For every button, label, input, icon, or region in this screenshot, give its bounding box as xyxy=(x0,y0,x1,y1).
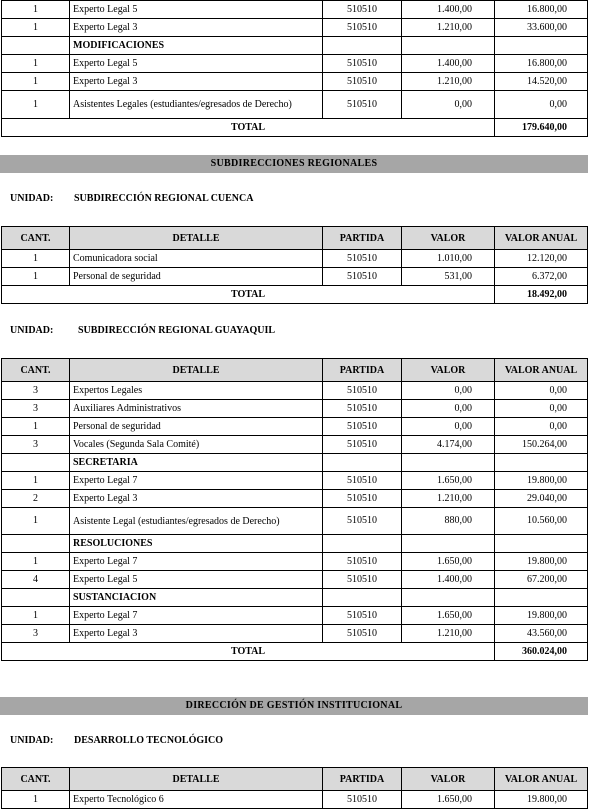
cell-partida: 510510 xyxy=(323,418,402,436)
header-cant: CANT. xyxy=(2,227,70,250)
cell-cant: 1 xyxy=(2,472,70,490)
cell-anual: 12.120,00 xyxy=(495,250,588,268)
section-row xyxy=(2,454,588,472)
table-row xyxy=(2,1,588,19)
cell-detalle: Comunicadora social xyxy=(70,250,323,268)
cell-detalle: Experto Legal 5 xyxy=(70,55,323,73)
cell-cant: 1 xyxy=(2,55,70,73)
cell-cant: 3 xyxy=(2,382,70,400)
total-row xyxy=(2,643,588,661)
cell-anual: 6.372,00 xyxy=(495,268,588,286)
cell-detalle: Experto Legal 3 xyxy=(70,625,323,643)
header-detalle: DETALLE xyxy=(70,768,323,791)
unit-label: UNIDAD: xyxy=(10,735,54,746)
cell-detalle: Asistentes Legales (estudiantes/egresados de Derecho) xyxy=(70,91,323,119)
total-row xyxy=(2,286,588,304)
cell-valor: 1.210,00 xyxy=(402,490,495,508)
header-partida: PARTIDA xyxy=(323,359,402,382)
table-header-row xyxy=(2,768,588,791)
budget-table-guayaquil xyxy=(1,358,588,661)
total-value: 18.492,00 xyxy=(495,286,588,304)
header-valor: VALOR xyxy=(402,227,495,250)
header-partida: PARTIDA xyxy=(323,227,402,250)
header-valor-anual: VALOR ANUAL xyxy=(495,359,588,382)
table-row xyxy=(2,508,588,535)
cell-detalle: Asistente Legal (estudiantes/egresados de Derecho) xyxy=(70,508,323,535)
cell-partida: 510510 xyxy=(323,73,402,91)
table-row xyxy=(2,268,588,286)
total-label: TOTAL xyxy=(2,643,495,661)
cell-anual: 19.800,00 xyxy=(495,791,588,809)
cell-partida: 510510 xyxy=(323,400,402,418)
cell-partida: 510510 xyxy=(323,268,402,286)
cell-cant: 1 xyxy=(2,791,70,809)
cell-valor: 880,00 xyxy=(402,508,495,535)
cell-anual: 33.600,00 xyxy=(495,19,588,37)
unit-label: UNIDAD: xyxy=(10,325,54,336)
cell-anual: 19.800,00 xyxy=(495,607,588,625)
cell-valor: 1.650,00 xyxy=(402,607,495,625)
section-band-gestion-institucional: DIRECCIÓN DE GESTIÓN INSTITUCIONAL xyxy=(0,697,588,715)
unit-label: UNIDAD: xyxy=(10,193,54,204)
cell-partida: 510510 xyxy=(323,472,402,490)
cell-valor: 1.650,00 xyxy=(402,472,495,490)
budget-table-cuenca xyxy=(1,226,588,304)
cell-anual: 16.800,00 xyxy=(495,55,588,73)
unit-name: SUBDIRECCIÓN REGIONAL CUENCA xyxy=(74,193,254,204)
cell-detalle: Experto Legal 5 xyxy=(70,1,323,19)
cell-anual: 19.800,00 xyxy=(495,472,588,490)
cell-detalle: Experto Tecnológico 6 xyxy=(70,791,323,809)
cell-cant: 1 xyxy=(2,418,70,436)
cell-anual: 29.040,00 xyxy=(495,490,588,508)
cell-detalle: Experto Legal 7 xyxy=(70,472,323,490)
header-detalle: DETALLE xyxy=(70,359,323,382)
header-valor-anual: VALOR ANUAL xyxy=(495,768,588,791)
unit-name: SUBDIRECCIÓN REGIONAL GUAYAQUIL xyxy=(78,325,276,336)
cell-anual: 0,00 xyxy=(495,382,588,400)
cell-detalle: Experto Legal 3 xyxy=(70,490,323,508)
header-valor-anual: VALOR ANUAL xyxy=(495,227,588,250)
cell-cant: 1 xyxy=(2,19,70,37)
section-row xyxy=(2,589,588,607)
cell-valor: 0,00 xyxy=(402,91,495,119)
cell-partida: 510510 xyxy=(323,91,402,119)
cell-detalle: Vocales (Segunda Sala Comité) xyxy=(70,436,323,454)
cell-partida: 510510 xyxy=(323,250,402,268)
header-valor: VALOR xyxy=(402,768,495,791)
table-row xyxy=(2,91,588,119)
cell-anual: 14.520,00 xyxy=(495,73,588,91)
cell-detalle: Auxiliares Administrativos xyxy=(70,400,323,418)
cell-cant: 3 xyxy=(2,436,70,454)
section-title: RESOLUCIONES xyxy=(70,535,323,553)
unit-heading xyxy=(10,325,275,336)
cell-anual: 67.200,00 xyxy=(495,571,588,589)
cell-valor: 0,00 xyxy=(402,400,495,418)
cell-partida: 510510 xyxy=(323,382,402,400)
cell-detalle: Experto Legal 7 xyxy=(70,553,323,571)
cell-detalle: Experto Legal 3 xyxy=(70,19,323,37)
cell-cant: 1 xyxy=(2,91,70,119)
header-detalle: DETALLE xyxy=(70,227,323,250)
cell-partida: 510510 xyxy=(323,55,402,73)
unit-heading xyxy=(10,193,253,204)
cell-valor: 1.210,00 xyxy=(402,625,495,643)
budget-table-tecnologico xyxy=(1,767,588,809)
table-row xyxy=(2,73,588,91)
cell-valor: 1.210,00 xyxy=(402,73,495,91)
table-header-row xyxy=(2,359,588,382)
cell-cant: 1 xyxy=(2,508,70,535)
table-row xyxy=(2,472,588,490)
table-row xyxy=(2,571,588,589)
header-partida: PARTIDA xyxy=(323,768,402,791)
cell-cant: 1 xyxy=(2,1,70,19)
cell-partida: 510510 xyxy=(323,553,402,571)
cell-cant: 1 xyxy=(2,73,70,91)
cell-valor: 531,00 xyxy=(402,268,495,286)
cell-valor: 0,00 xyxy=(402,382,495,400)
section-title: MODIFICACIONES xyxy=(70,37,323,55)
table-row xyxy=(2,436,588,454)
unit-name: DESARROLLO TECNOLÓGICO xyxy=(74,735,224,746)
header-cant: CANT. xyxy=(2,768,70,791)
cell-partida: 510510 xyxy=(323,571,402,589)
table-row xyxy=(2,791,588,809)
cell-partida: 510510 xyxy=(323,508,402,535)
cell-valor: 1.010,00 xyxy=(402,250,495,268)
total-value: 360.024,00 xyxy=(495,643,588,661)
cell-cant: 1 xyxy=(2,250,70,268)
section-title: SECRETARIA xyxy=(70,454,323,472)
table-row xyxy=(2,625,588,643)
cell-valor: 1.400,00 xyxy=(402,55,495,73)
unit-heading xyxy=(10,735,223,746)
total-label: TOTAL xyxy=(2,286,495,304)
total-value: 179.640,00 xyxy=(495,119,588,137)
cell-detalle: Experto Legal 3 xyxy=(70,73,323,91)
section-row xyxy=(2,37,588,55)
cell-partida: 510510 xyxy=(323,607,402,625)
cell-valor: 1.650,00 xyxy=(402,791,495,809)
cell-partida: 510510 xyxy=(323,791,402,809)
cell-valor: 0,00 xyxy=(402,418,495,436)
cell-anual: 0,00 xyxy=(495,91,588,119)
table-row xyxy=(2,400,588,418)
total-label: TOTAL xyxy=(2,119,495,137)
cell-valor: 1.400,00 xyxy=(402,571,495,589)
cell-detalle: Experto Legal 5 xyxy=(70,571,323,589)
cell-partida: 510510 xyxy=(323,19,402,37)
cell-cant: 1 xyxy=(2,268,70,286)
budget-table-continuation xyxy=(1,0,588,137)
cell-cant: 4 xyxy=(2,571,70,589)
cell-anual: 0,00 xyxy=(495,400,588,418)
cell-anual: 150.264,00 xyxy=(495,436,588,454)
table-row xyxy=(2,19,588,37)
header-valor: VALOR xyxy=(402,359,495,382)
table-row xyxy=(2,490,588,508)
cell-valor: 1.650,00 xyxy=(402,553,495,571)
cell-anual: 16.800,00 xyxy=(495,1,588,19)
cell-valor: 4.174,00 xyxy=(402,436,495,454)
cell-cant: 1 xyxy=(2,553,70,571)
table-row xyxy=(2,418,588,436)
table-row xyxy=(2,553,588,571)
cell-cant: 2 xyxy=(2,490,70,508)
cell-cant: 3 xyxy=(2,625,70,643)
table-row xyxy=(2,250,588,268)
cell-valor: 1.400,00 xyxy=(402,1,495,19)
section-band-subdirecciones: SUBDIRECCIONES REGIONALES xyxy=(0,155,588,173)
cell-cant: 3 xyxy=(2,400,70,418)
cell-detalle: Expertos Legales xyxy=(70,382,323,400)
cell-detalle: Personal de seguridad xyxy=(70,268,323,286)
cell-anual: 19.800,00 xyxy=(495,553,588,571)
cell-anual: 0,00 xyxy=(495,418,588,436)
total-row xyxy=(2,119,588,137)
cell-detalle: Personal de seguridad xyxy=(70,418,323,436)
cell-anual: 10.560,00 xyxy=(495,508,588,535)
header-cant: CANT. xyxy=(2,359,70,382)
cell-partida: 510510 xyxy=(323,436,402,454)
cell-valor: 1.210,00 xyxy=(402,19,495,37)
section-title: SUSTANCIACION xyxy=(70,589,323,607)
cell-detalle: Experto Legal 7 xyxy=(70,607,323,625)
table-row xyxy=(2,55,588,73)
cell-anual: 43.560,00 xyxy=(495,625,588,643)
cell-partida: 510510 xyxy=(323,490,402,508)
table-header-row xyxy=(2,227,588,250)
cell-partida: 510510 xyxy=(323,625,402,643)
section-row xyxy=(2,535,588,553)
cell-cant: 1 xyxy=(2,607,70,625)
table-row xyxy=(2,382,588,400)
table-row xyxy=(2,607,588,625)
cell-partida: 510510 xyxy=(323,1,402,19)
